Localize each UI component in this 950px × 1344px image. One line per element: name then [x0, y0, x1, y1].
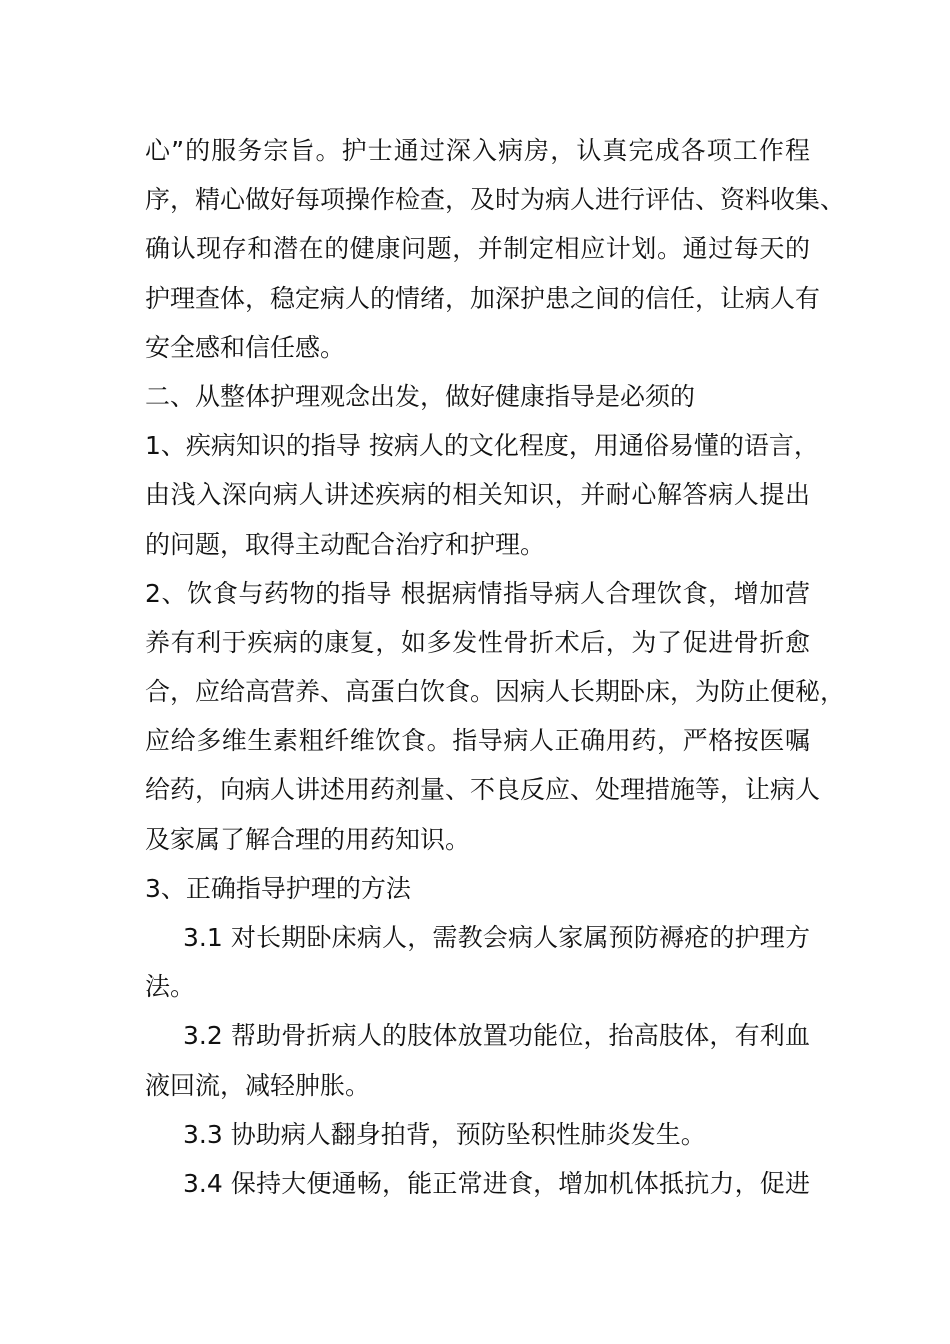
text-line: 心”的服务宗旨。护士通过深入病房，认真完成各项工作程 — [145, 136, 810, 165]
document-body — [145, 126, 846, 1208]
sub-item-3-3 — [145, 1110, 810, 1159]
text-line: 3.2 帮助骨折病人的肢体放置功能位，抬高肢体，有利血 — [183, 1021, 810, 1051]
sub-item-3-2 — [145, 1011, 810, 1109]
sub-item-3-4 — [145, 1159, 810, 1208]
text-line: 应给多维生素粗纤维饮食。指导病人正确用药，严格按医嘱 — [145, 726, 810, 756]
text-line: 的问题，取得主动配合治疗和护理。 — [145, 529, 546, 559]
text-line: 由浅入深向病人讲述疾病的相关知识，并耐心解答病人提出 — [145, 480, 810, 510]
text-line: 序，精心做好每项操作检查，及时为病人进行评估、资料收集、 — [145, 185, 846, 215]
text-line: 3.4 保持大便通畅，能正常进食，增加机体抵抗力，促进 — [183, 1168, 810, 1198]
text-line: 确认现存和潜在的健康问题，并制定相应计划。通过每天的 — [145, 234, 810, 264]
text-line: 安全感和信任感。 — [145, 332, 346, 362]
section-heading-health-guidance — [145, 372, 810, 421]
text-line: 3.1 对长期卧床病人，需教会病人家属预防褥疮的护理方 — [183, 923, 810, 952]
text-line: 3.3 协助病人翻身拍背，预防坠积性肺炎发生。 — [183, 1119, 706, 1149]
text-line: 2、饮食与药物的指导 根据病情指导病人合理饮食，增加营 — [145, 578, 810, 608]
list-item-disease-knowledge — [145, 421, 819, 569]
text-line: 法。 — [145, 972, 196, 1002]
text-line: 给药，向病人讲述用药剂量、不良反应、处理措施等，让病人 — [145, 775, 821, 805]
list-item-diet-medication — [145, 569, 846, 864]
list-item-nursing-methods — [145, 864, 810, 913]
paragraph-service-purpose — [145, 126, 846, 372]
text-line: 3、正确指导护理的方法 — [145, 873, 411, 903]
text-line: 液回流，减轻肿胀。 — [145, 1070, 371, 1100]
section-heading: 二、从整体护理观念出发，做好健康指导是必须的 — [145, 381, 696, 411]
text-line: 合，应给高营养、高蛋白饮食。因病人长期卧床，为防止便秘， — [145, 677, 846, 707]
text-line: 护理查体，稳定病人的情绪，加深护患之间的信任，让病人有 — [145, 283, 821, 313]
text-line: 及家属了解合理的用药知识。 — [145, 824, 471, 854]
text-line: 1、疾病知识的指导 按病人的文化程度，用通俗易懂的语言， — [145, 431, 819, 461]
sub-item-3-1 — [145, 913, 810, 1011]
text-line: 养有利于疾病的康复，如多发性骨折术后，为了促进骨折愈 — [145, 627, 810, 657]
